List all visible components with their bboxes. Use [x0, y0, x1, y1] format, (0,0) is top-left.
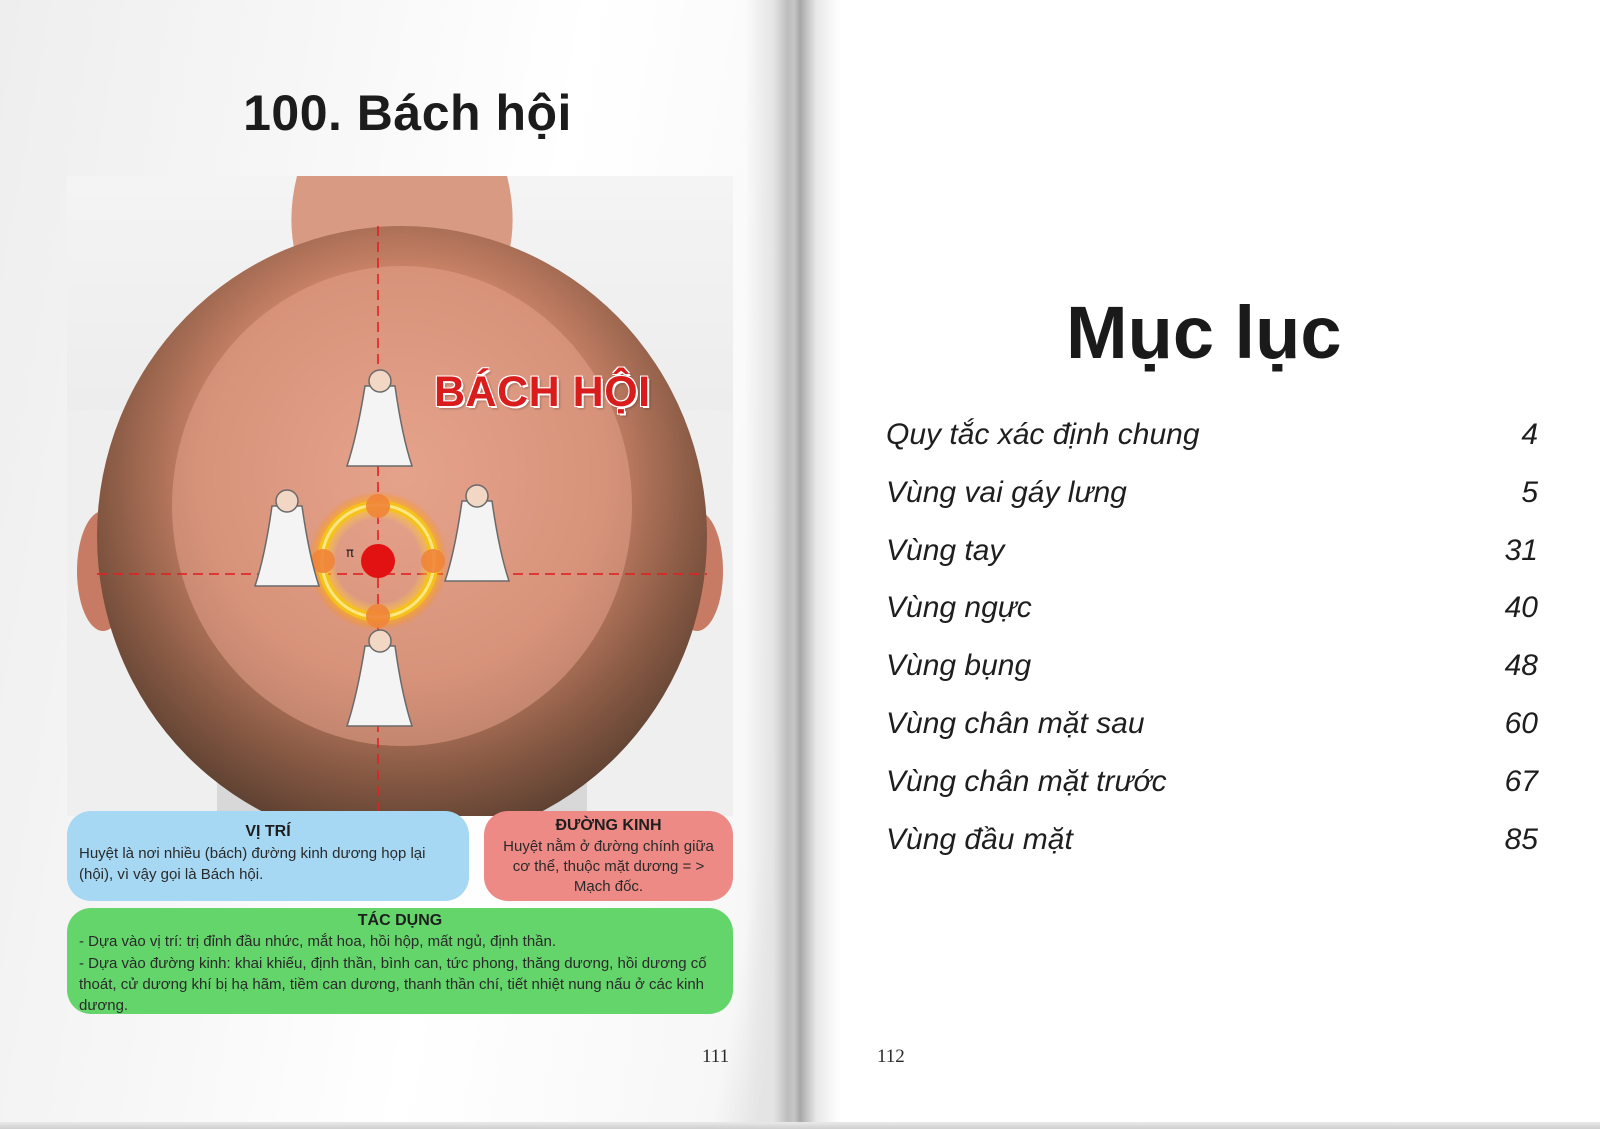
toc-entry-label: Vùng chân mặt sau — [886, 706, 1145, 740]
page-title: 100. Bách hội — [243, 85, 572, 141]
toc-entry[interactable] — [886, 641, 1538, 699]
head-top-view-image — [67, 176, 733, 816]
effects-heading: TÁC DỤNG — [357, 912, 443, 929]
toc-entry-label: Vùng chân mặt trước — [886, 764, 1167, 798]
toc-entry-label: Vùng bụng — [886, 649, 1032, 683]
page-number-left: 111 — [702, 1046, 730, 1067]
toc-entry[interactable] — [886, 815, 1538, 873]
toc-entry-label: Vùng đầu mặt — [886, 822, 1073, 856]
toc-entry-page: 60 — [1504, 706, 1538, 740]
toc-entry-page: 48 — [1504, 649, 1538, 683]
toc-entry-page: 85 — [1504, 822, 1538, 856]
toc-entry-page: 40 — [1504, 591, 1538, 625]
toc-entry[interactable] — [886, 757, 1538, 815]
toc-entry[interactable] — [886, 583, 1538, 641]
toc-entry-label: Vùng ngực — [886, 591, 1032, 625]
toc-entry-label: Quy tắc xác định chung — [886, 418, 1200, 451]
toc-entry[interactable] — [886, 699, 1538, 757]
meridian-box — [484, 811, 733, 901]
book-gutter — [745, 0, 840, 1129]
pi-symbol: π — [346, 546, 354, 561]
toc-entry-page: 4 — [1521, 418, 1538, 451]
meridian-heading: ĐƯỜNG KINH — [555, 817, 662, 834]
acupoint-label: BÁCH HỘI — [434, 368, 651, 416]
position-text: Huyệt là nơi nhiều (bách) đường kinh dương họp lại (hội), vì vậy gọi là Bách hội. — [79, 845, 426, 883]
position-heading: VỊ TRÍ — [245, 823, 291, 840]
toc-entry[interactable] — [886, 526, 1538, 584]
effects-box — [67, 908, 733, 1014]
head-illustration — [67, 176, 733, 816]
page-bottom-edge — [0, 1122, 1600, 1129]
toc-entry-page: 5 — [1521, 475, 1538, 509]
meridian-text: Huyệt nằm ở đường chính giữa cơ thể, thuộc mặt dương = > Mạch đốc. — [503, 838, 714, 895]
toc-entry-label: Vùng tay — [886, 533, 1005, 567]
left-page — [0, 0, 790, 1129]
table-of-contents — [886, 410, 1538, 872]
position-box — [67, 811, 469, 901]
effects-line-2: - Dựa vào đường kinh: khai khiếu, định thần, bình can, tức phong, thăng dương, hồi dương cố thoát, cử dương khí bị hạ hãm, tiềm can dương, thanh thần chí, tiết nhiệt nung nấu ở các kinh dương. — [79, 955, 707, 1014]
toc-entry-page: 67 — [1504, 764, 1538, 798]
toc-entry-page: 31 — [1504, 533, 1538, 567]
toc-entry[interactable] — [886, 410, 1538, 468]
page-number-right: 112 — [877, 1046, 905, 1067]
toc-title: Mục lục — [1066, 291, 1342, 374]
toc-entry[interactable] — [886, 468, 1538, 526]
effects-line-1: - Dựa vào vị trí: trị đỉnh đầu nhức, mắt hoa, hồi hộp, mất ngủ, định thần. — [79, 933, 557, 950]
toc-entry-label: Vùng vai gáy lưng — [886, 475, 1127, 509]
